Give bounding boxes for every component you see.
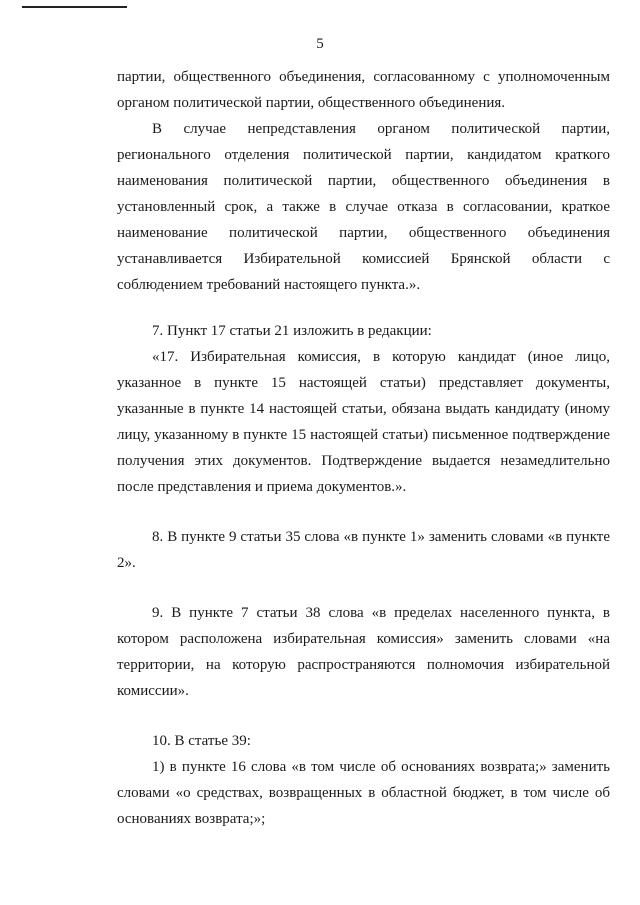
document-body — [117, 64, 610, 832]
paragraph-item-7: 7. Пункт 17 статьи 21 изложить в редакции: — [152, 323, 432, 339]
paragraph-short-name-rule: В случае непредставления органом политической партии, регионального отделения политической партии, кандидатом краткого наименования политической партии, общественного объединения в установленный срок, а также в случае отказа в согласовании, краткое наименование политической партии, общественного объединения устанавливается Избирательной комиссией Брянской области с соблюдением требований настоящего пункта.». — [117, 121, 610, 293]
paragraph-item-9: 9. В пункте 7 статьи 38 слова «в пределах населенного пункта, в котором расположена избирательная комиссия» заменить словами «на территории, на которую распространяются полномочия избирательной комиссии». — [117, 605, 610, 699]
paragraph-item-10: 10. В статье 39: — [152, 733, 251, 749]
paragraph-item-7-text: «17. Избирательная комиссия, в которую кандидат (иное лицо, указанное в пункте 15 настоящей статьи) представляет документы, указанные в пункте 14 настоящей статьи, обязана выдать кандидату (иному лицу, указанному в пункте 15 настоящей статьи) письменное подтверждение получения этих документов. Подтверждение выдается незамедлительно после представления и приема документов.». — [117, 349, 610, 495]
paragraph-item-8: 8. В пункте 9 статьи 35 слова «в пункте 1» заменить словами «в пункте 2». — [117, 529, 610, 571]
page-number: 5 — [316, 36, 324, 52]
paragraph-item-10-1: 1) в пункте 16 слова «в том числе об основаниях возврата;» заменить словами «о средствах, возвращенных в областной бюджет, в том числе об основаниях возврата;»; — [117, 759, 610, 827]
paragraph-continuation: партии, общественного объединения, согласованному с уполномоченным органом политической партии, общественного объединения. — [117, 69, 610, 111]
header-rule — [22, 6, 127, 8]
